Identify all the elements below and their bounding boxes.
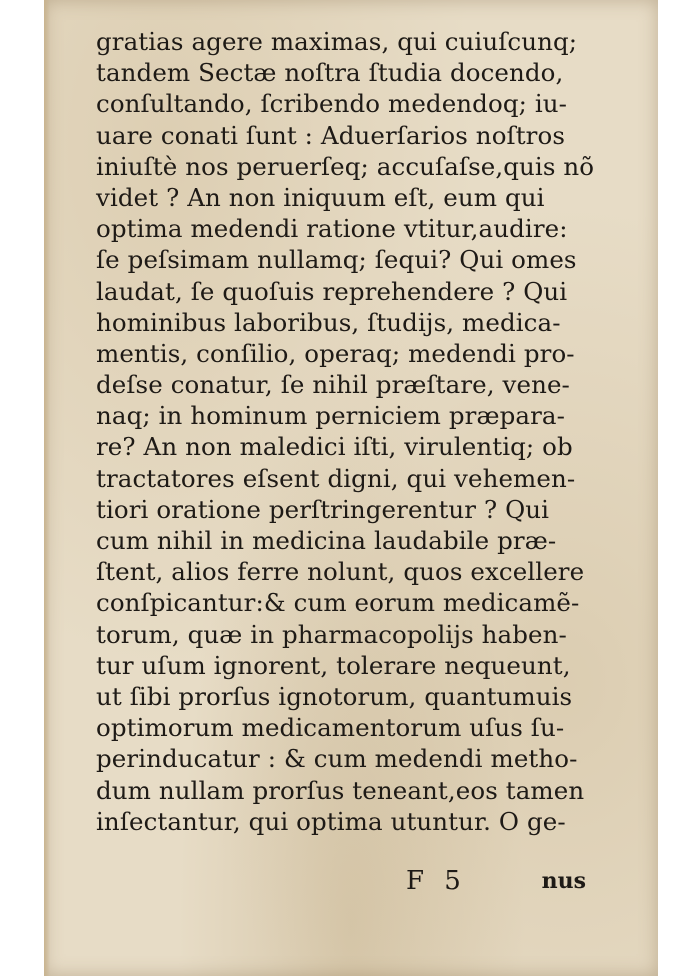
text-line-17: cum nihil in medicina laudabile præ- [96, 526, 557, 555]
text-line-21: tur uſum ignorent, tolerare nequeunt, [96, 650, 571, 680]
text-line-15: tractatores eſsent digni, qui vehemen- [96, 463, 576, 493]
text-line-23: optimorum medicamentorum uſus ſu- [96, 713, 565, 743]
signature-mark: F 5 [406, 866, 467, 896]
text-line-5: iniuſtè nos peruerſeq; accuſaſse,quis nõ [96, 151, 595, 181]
text-line-26: inſectantur, qui optima utuntur. O ge- [96, 806, 566, 836]
body-text [96, 26, 596, 837]
text-line-6: videt ? An non iniquum eſt, eum qui [96, 182, 545, 212]
text-line-11: mentis, conſilio, operaq; medendi pro- [96, 338, 575, 368]
text-line-22: ut ſibi prorſus ignotorum, quantumuis [96, 681, 573, 711]
text-line-9: laudat, ſe quoſuis reprehendere ? Qui [96, 276, 568, 306]
text-line-12: deſse conatur, ſe nihil præſtare, vene- [96, 370, 570, 400]
text-line-10: hominibus laboribus, ſtudijs, medica- [96, 307, 561, 337]
text-line-13: naq; in hominum perniciem præpara- [96, 401, 565, 431]
text-line-8: ſe peſsimam nullamq; ſequi? Qui omes [96, 245, 577, 275]
text-line-14: re? An non maledici iſti, virulentiq; ob [96, 432, 573, 462]
text-line-19: conſpicantur:& cum eorum medicamẽ- [96, 588, 580, 618]
text-line-2: tandem Sectæ noſtra ſtudia docendo, [96, 58, 564, 88]
text-line-24: perinducatur : & cum medendi metho- [96, 744, 578, 774]
catchword: nus [541, 868, 586, 894]
text-line-4: uare conati ſunt : Aduerſarios noſtros [96, 120, 565, 150]
text-line-18: ſtent, alios ferre nolunt, quos excellere [96, 557, 585, 587]
text-line-25: dum nullam prorſus teneant,eos tamen [96, 775, 585, 805]
text-line-7: optima medendi ratione vtitur,audire: [96, 214, 568, 244]
text-line-16: tiori oratione perſtringerentur ? Qui [96, 494, 550, 524]
page-footer [96, 866, 586, 900]
page-edge-shadow [44, 0, 50, 976]
text-line-3: conſultando, ſcribendo medendoq; iu- [96, 89, 568, 119]
text-line-1: gratias agere maximas, qui cuiuſcunq; [96, 27, 578, 56]
text-line-20: torum, quæ in pharmacopolijs haben- [96, 619, 567, 649]
